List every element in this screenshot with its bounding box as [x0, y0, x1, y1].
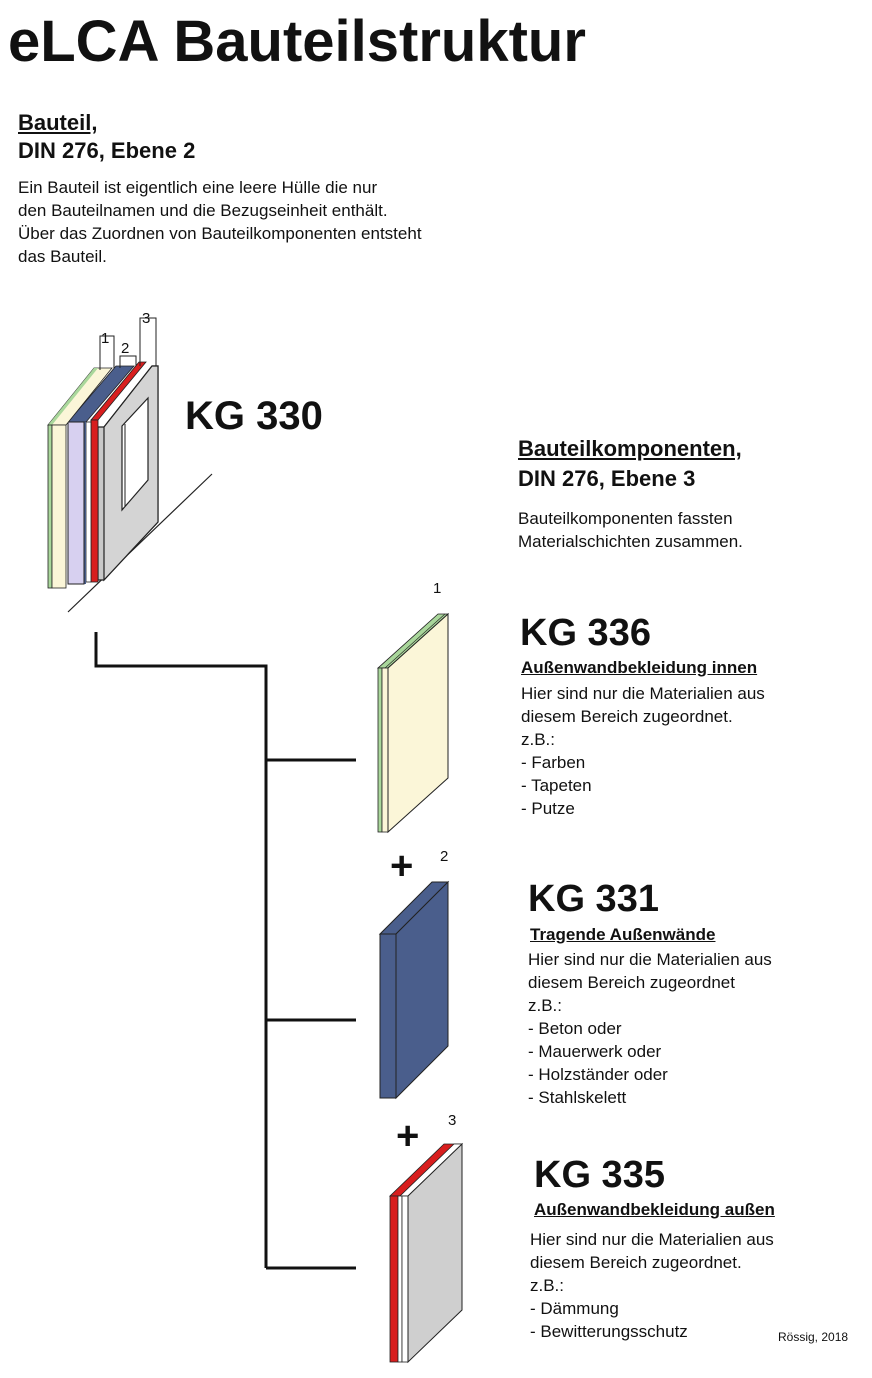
component-1-illustration [378, 614, 448, 832]
description-line: z.B.: [528, 996, 563, 1015]
bauteil-subheading: DIN 276, Ebene 2 [18, 138, 196, 163]
component-2-illustration [380, 882, 448, 1098]
component-description [521, 682, 765, 820]
description-line: Hier sind nur die Materialien aus [521, 684, 765, 703]
description-line: Hier sind nur die Materialien aus [528, 950, 772, 969]
description-line: das Bauteil. [18, 247, 107, 266]
layer-number-3: 3 [142, 310, 151, 327]
description-line: - Putze [521, 799, 575, 818]
description-line: diesem Bereich zugeordnet. [521, 707, 733, 726]
description-line: - Beton oder [528, 1019, 622, 1038]
description-line: - Bewitterungsschutz [530, 1322, 688, 1341]
description-line: - Farben [521, 753, 586, 772]
description-line: diesem Bereich zugeordnet [528, 973, 735, 992]
description-line: Materialschichten zusammen. [518, 532, 743, 551]
layer-number-1: 1 [101, 330, 110, 347]
component-subtitle: Außenwandbekleidung außen [534, 1200, 775, 1219]
component-number: 1 [433, 580, 442, 597]
component-description [528, 948, 772, 1109]
description-line: Bauteilkomponenten fassten [518, 509, 733, 528]
component-description [530, 1228, 774, 1343]
layer-number-2: 2 [121, 340, 130, 357]
component-subtitle: Tragende Außenwände [530, 925, 716, 944]
plus-sign: + [390, 844, 414, 888]
component-code: KG 336 [520, 612, 651, 654]
component-number: 2 [440, 848, 449, 865]
page-title: eLCA Bauteilstruktur [8, 9, 586, 74]
bauteil-code: KG 330 [185, 394, 323, 438]
description-line: diesem Bereich zugeordnet. [530, 1253, 742, 1272]
description-line: - Holzständer oder [528, 1065, 668, 1084]
description-line: z.B.: [521, 730, 556, 749]
description-line: - Mauerwerk oder [528, 1042, 662, 1061]
component-code: KG 335 [534, 1154, 665, 1196]
description-line: Hier sind nur die Materialien aus [530, 1230, 774, 1249]
description-line: Ein Bauteil ist eigentlich eine leere Hülle die nur [18, 178, 378, 197]
description-line: - Tapeten [521, 776, 592, 795]
description-line: Über das Zuordnen von Bauteilkomponenten entsteht [18, 224, 422, 243]
description-line: - Stahlskelett [528, 1088, 627, 1107]
component-subtitle: Außenwandbekleidung innen [521, 658, 758, 677]
credit-text: Rössig, 2018 [778, 1330, 849, 1344]
wall-assembly-illustration [48, 318, 212, 612]
bauteil-heading: Bauteil, [18, 110, 98, 135]
tree-connector [96, 632, 356, 1268]
komponenten-heading: Bauteilkomponenten, [518, 436, 742, 461]
plus-sign: + [396, 1114, 420, 1158]
komponenten-subheading: DIN 276, Ebene 3 [518, 466, 696, 491]
component-number: 3 [448, 1112, 457, 1129]
component-3-illustration [390, 1144, 462, 1362]
component-code: KG 331 [528, 878, 659, 920]
komponenten-description [518, 507, 743, 553]
description-line: z.B.: [530, 1276, 565, 1295]
description-line: den Bauteilnamen und die Bezugseinheit enthält. [18, 201, 388, 220]
description-line: - Dämmung [530, 1299, 619, 1318]
